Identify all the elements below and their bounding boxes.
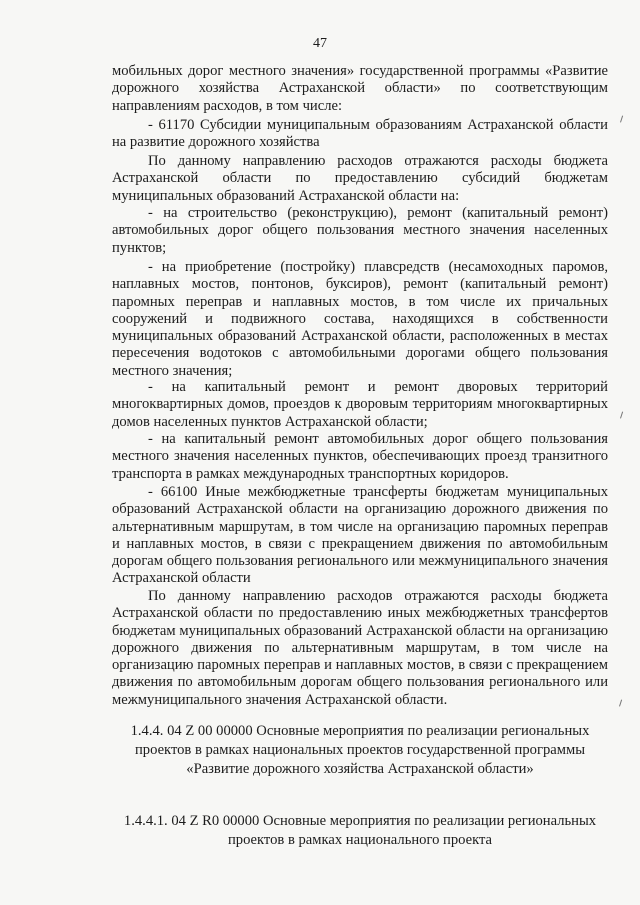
intro-paragraph: мобильных дорог местного значения» государственной программы «Развитие дорожного хозяйства Астраханской области» по соответствующим направлениям расходов, в том числе: [112, 63, 608, 114]
transfer-66100-item: - 66100 Иные межбюджетные трансферты бюджетам муниципальных образований Астраханской области на организацию дорожного движения по альтернативным маршрутам, в том числе на организацию паромных переправ и наплавных мостов, в связи с прекращением движения по автомобильным дорогам общего пользования регионального или межмуниципального значения Астраханской области [112, 484, 608, 587]
subsidy-description-paragraph: По данному направлению расходов отражаются расходы бюджета Астраханской области по предоставлению субсидий бюджетам муниципальных образований Астраханской области на: [112, 153, 608, 204]
courtyard-item: - на капитальный ремонт и ремонт дворовых территорий многоквартирных домов, проездов к дворовым территориям многоквартирных домов населенных пунктов Астраханской области; [112, 379, 608, 430]
section-heading-1-4-4: 1.4.4. 04 Z 00 00000 Основные мероприятия по реализации региональных проектов в рамках национальных проектов государственной программы «Развитие дорожного хозяйства Астраханской области» [130, 723, 590, 777]
margin-mark [620, 412, 626, 420]
construction-item: - на строительство (реконструкцию), ремонт (капитальный ремонт) автомобильных дорог общего пользования местного значения населенных пунктов; [112, 205, 608, 256]
transit-roads-item: - на капитальный ремонт автомобильных дорог общего пользования местного значения населенных пунктов, обеспечивающих проезд транзитного транспорта в рамках международных транспортных коридоров. [112, 431, 608, 482]
subsidy-61170-item: - 61170 Субсидии муниципальным образованиям Астраханской области на развитие дорожного хозяйства [112, 117, 608, 151]
section-heading-1-4-4-1: 1.4.4.1. 04 Z R0 00000 Основные мероприятия по реализации региональных проектов в рамках национального проекта [123, 813, 597, 848]
margin-mark [620, 116, 626, 124]
margin-mark [619, 700, 625, 708]
transfer-description-paragraph: По данному направлению расходов отражаются расходы бюджета Астраханской области по предоставлению иных межбюджетных трансфертов бюджетам муниципальных образований Астраханской области на организацию дорожного движения по альтернативным маршрутам, в том числе на организацию паромных переправ и наплавных мостов, в связи с прекращением движения по автомобильным дорогам общего пользования регионального или межмуниципального значения Астраханской области. [112, 588, 608, 708]
page-number: 47 [313, 36, 327, 51]
ferry-item: - на приобретение (постройку) плавсредств (несамоходных паромов, наплавных мостов, понтонов, буксиров), ремонт (капитальный ремонт) паромных переправ и наплавных мостов, в том числе их причальных сооружений и подвижного состава, находящихся в собственности муниципальных образований Астраханской области, расположенных в местах пересечения водотоков с автомобильными дорогами общего пользования местного значения; [112, 259, 608, 379]
